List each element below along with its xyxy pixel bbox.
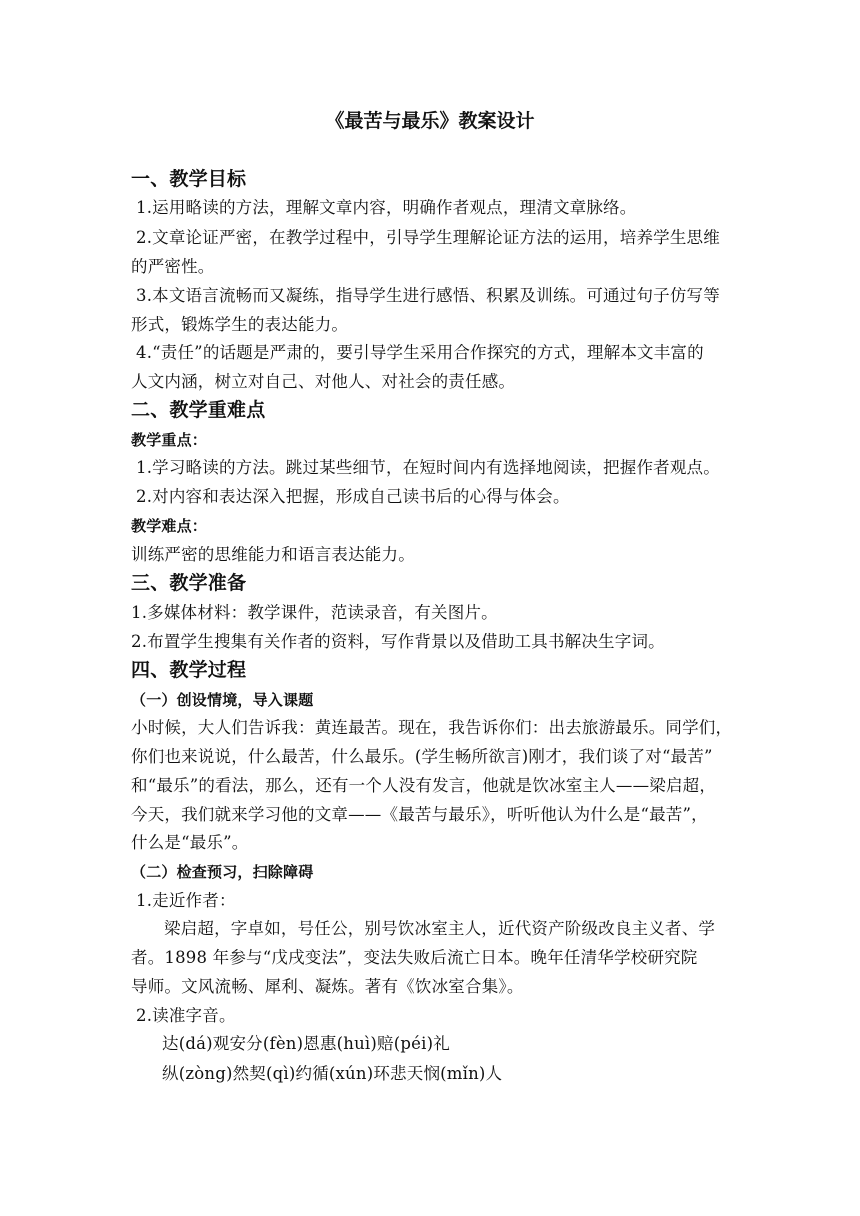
section-heading-preparation: 三、教学准备: [131, 572, 247, 594]
preparation-2: 2.布置学生搜集有关作者的资料，写作背景以及借助工具书解决生字词。: [131, 632, 665, 651]
objective-3-line-1: 3.本文语言流畅而又凝练，指导学生进行感悟、积累及训练。可通过句子仿写等: [136, 286, 720, 305]
pronunciation-line-2: 纵(zòng)然契(qì)约循(xún)环悲天悯(mǐn)人: [162, 1064, 503, 1083]
author-line-1: 梁启超，字卓如，号任公，别号饮冰室主人，近代资产阶级改良主义者、学: [164, 919, 716, 938]
key-points-label: 教学重点：: [131, 431, 208, 449]
objective-2-line-2: 的严密性。: [131, 257, 215, 276]
pronunciation-line-1: 达(dá)观安分(fèn)恩惠(huì)赔(péi)礼: [162, 1034, 450, 1053]
intro-line-1: 小时候，大人们告诉我：黄连最苦。现在，我告诉你们：出去旅游最乐。同学们，: [131, 718, 733, 737]
objective-1: 1.运用略读的方法，理解文章内容，明确作者观点，理清文章脉络。: [136, 198, 637, 217]
intro-line-2: 你们也来说说，什么最苦，什么最乐。(学生畅所欲言)刚才，我们谈了对“最苦”: [131, 747, 713, 766]
author-intro-label: 1.走近作者：: [136, 891, 236, 910]
objective-3-line-2: 形式，锻炼学生的表达能力。: [131, 315, 349, 334]
process-subheading-1: （一）创设情境，导入课题: [131, 691, 314, 709]
author-line-3: 导师。文风流畅、犀利、凝炼。著有《饮冰室合集》。: [131, 977, 524, 996]
section-heading-process: 四、教学过程: [131, 659, 247, 681]
objective-2-line-1: 2.文章论证严密，在教学过程中，引导学生理解论证方法的运用，培养学生思维: [136, 228, 720, 247]
intro-line-3: 和“最乐”的看法，那么，还有一个人没有发言，他就是饮冰室主人——梁启超，: [131, 776, 717, 795]
pronunciation-label: 2.读准字音。: [136, 1006, 236, 1025]
objective-4-line-2: 人文内涵，树立对自己、对他人、对社会的责任感。: [131, 372, 516, 391]
key-point-2: 2.对内容和表达深入把握，形成自己读书后的心得与体会。: [136, 487, 570, 506]
objective-4-line-1: 4.“责任”的话题是严肃的，要引导学生采用合作探究的方式，理解本文丰富的: [136, 343, 704, 362]
section-heading-key-points: 二、教学重难点: [131, 399, 266, 421]
document-title: 《最苦与最乐》教案设计: [325, 110, 535, 132]
intro-line-4: 今天，我们就来学习他的文章——《最苦与最乐》，听听他认为什么是“最苦”，: [131, 805, 708, 824]
difficulty-label: 教学难点：: [131, 517, 208, 535]
author-line-2: 者。1898 年参与“戊戌变法”，变法失败后流亡日本。晚年任清华学校研究院: [131, 948, 698, 967]
intro-line-5: 什么是“最乐”。: [131, 833, 249, 852]
preparation-1: 1.多媒体材料：教学课件，范读录音，有关图片。: [131, 603, 498, 622]
difficulty-1: 训练严密的思维能力和语言表达能力。: [131, 545, 415, 564]
process-subheading-2: （二）检查预习，扫除障碍: [131, 863, 314, 881]
key-point-1: 1.学习略读的方法。跳过某些细节，在短时间内有选择地阅读，把握作者观点。: [136, 458, 720, 477]
section-heading-objectives: 一、教学目标: [131, 168, 247, 190]
